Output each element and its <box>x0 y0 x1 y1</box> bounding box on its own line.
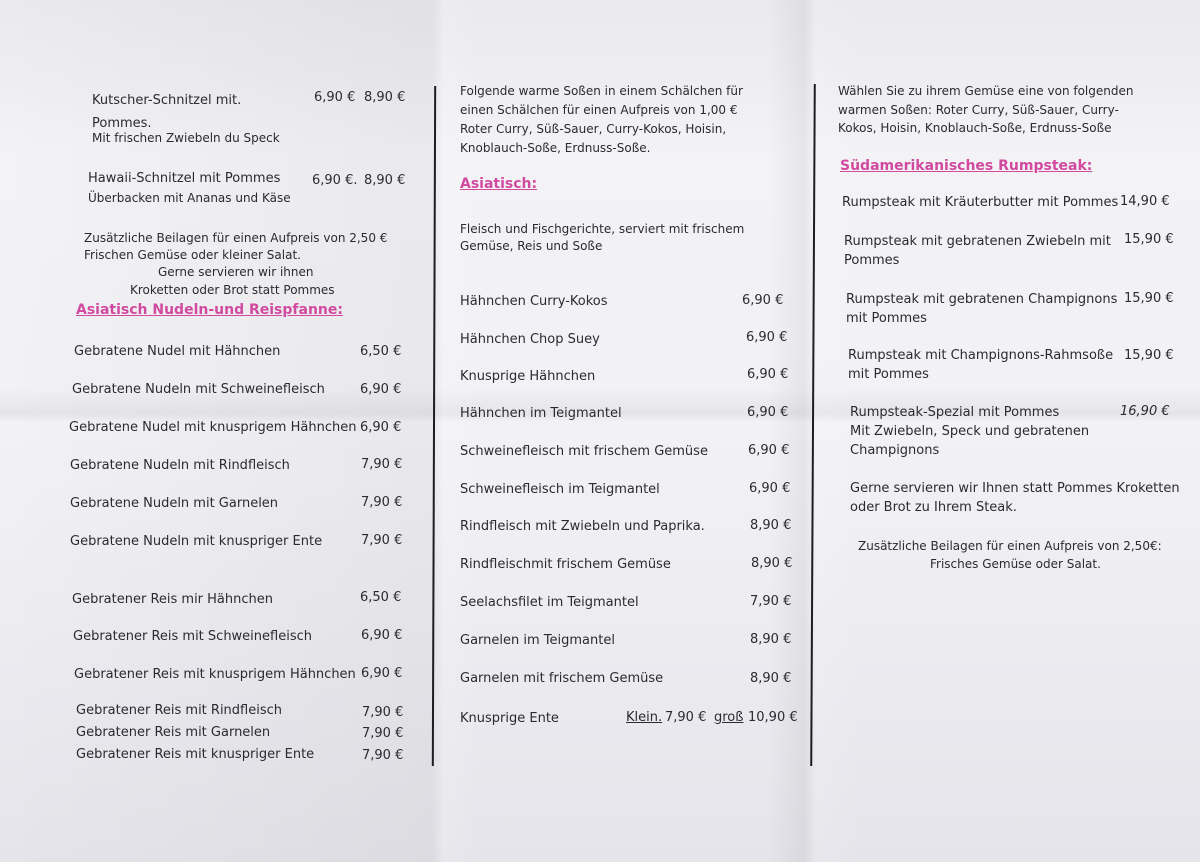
rice-item-2-price: 6,90 € <box>361 628 403 643</box>
steak-spezial-price: 16,90 € <box>1120 404 1170 419</box>
ente-big-label: groß <box>714 710 744 725</box>
asia-item-11-name: Garnelen mit frischem Gemüse <box>460 671 664 686</box>
asia-item-9-name: Seelachsfilet im Teigmantel <box>460 595 639 610</box>
steak-extras-line-2: Frisches Gemüse oder Salat. <box>930 557 1101 571</box>
noodle-item-2-price: 6,90 € <box>360 382 402 397</box>
asia-item-10-price: 8,90 € <box>750 632 792 647</box>
sauce-intro-line-2: einen Schälchen für einen Aufpreis von 1,00 € <box>460 103 738 117</box>
veg-sauce-line-2: warmen Soßen: Roter Curry, Süß-Sauer, Curry- <box>838 103 1119 117</box>
rice-item-5-price: 7,90 € <box>362 726 404 741</box>
sauce-intro-line-3: Roter Curry, Süß-Sauer, Curry-Kokos, Hoisin, <box>460 122 727 136</box>
rice-item-1-name: Gebratener Reis mir Hähnchen <box>72 592 274 607</box>
asia-item-9-price: 7,90 € <box>750 594 792 609</box>
steak-item-3-price: 15,90 € <box>1124 291 1174 306</box>
noodle-item-1-price: 6,50 € <box>360 344 402 359</box>
asia-item-2-price: 6,90 € <box>746 330 788 345</box>
ente-small-price: 7,90 € <box>665 710 707 725</box>
steak-item-2-price: 15,90 € <box>1124 232 1174 247</box>
noodle-item-3-name: Gebratene Nudel mit knusprigem Hähnchen <box>69 420 357 435</box>
rice-item-4-price: 7,90 € <box>362 705 404 720</box>
asiatisch-desc-line-2: Gemüse, Reis und Soße <box>460 239 603 253</box>
kutscher-schnitzel-name-2: Pommes. <box>92 116 152 131</box>
steak-item-3-name: Rumpsteak mit gebratenen Champignons <box>846 292 1118 307</box>
extras-note-line-2: Frischen Gemüse oder kleiner Salat. <box>84 248 301 262</box>
kutscher-price-large: 8,90 € <box>364 90 406 105</box>
rice-item-2-name: Gebratener Reis mit Schweinefleisch <box>73 629 312 644</box>
veg-sauce-line-1: Wählen Sie zu ihrem Gemüse eine von folgenden <box>838 84 1134 98</box>
noodle-item-1-name: Gebratene Nudel mit Hähnchen <box>74 344 281 359</box>
asia-item-3-price: 6,90 € <box>747 367 789 382</box>
noodle-item-4-name: Gebratene Nudeln mit Rindfleisch <box>70 458 290 473</box>
asia-item-11-price: 8,90 € <box>750 671 792 686</box>
steak-note-line-1: Gerne servieren wir Ihnen statt Pommes Kroketten <box>850 481 1180 496</box>
hawaii-price-large: 8,90 € <box>364 173 406 188</box>
asia-item-1-price: 6,90 € <box>742 293 784 308</box>
asiatisch-heading: Asiatisch: <box>460 176 538 192</box>
extras-note-line-4: Kroketten oder Brot statt Pommes <box>130 283 335 297</box>
ente-big-price: 10,90 € <box>748 710 798 725</box>
kutscher-schnitzel-desc: Mit frischen Zwiebeln du Speck <box>92 131 280 145</box>
asia-item-5-name: Schweinefleisch mit frischem Gemüse <box>460 444 708 459</box>
asia-item-6-name: Schweinefleisch im Teigmantel <box>460 482 660 497</box>
steak-spezial-line-3: Champignons <box>850 443 940 458</box>
steak-extras-line-1: Zusätzliche Beilagen für einen Aufpreis von 2,50€: <box>858 539 1162 553</box>
hawaii-schnitzel-name: Hawaii-Schnitzel mit Pommes <box>88 171 281 186</box>
rice-item-1-price: 6,50 € <box>360 590 402 605</box>
asia-item-8-name: Rindfleischmit frischem Gemüse <box>460 557 671 572</box>
rice-item-4-name: Gebratener Reis mit Rindfleisch <box>76 703 283 718</box>
noodle-item-2-name: Gebratene Nudeln mit Schweinefleisch <box>72 382 325 397</box>
noodle-item-3-price: 6,90 € <box>360 420 402 435</box>
steak-spezial-name: Rumpsteak-Spezial mit Pommes <box>850 405 1060 420</box>
asia-item-4-name: Hähnchen im Teigmantel <box>460 406 622 421</box>
rice-item-5-name: Gebratener Reis mit Garnelen <box>76 725 271 740</box>
asia-item-1-name: Hähnchen Curry-Kokos <box>460 294 608 309</box>
asia-item-4-price: 6,90 € <box>747 405 789 420</box>
sauce-intro-line-4: Knoblauch-Soße, Erdnuss-Soße. <box>460 141 651 155</box>
asia-item-3-name: Knusprige Hähnchen <box>460 369 596 384</box>
steak-item-4-price: 15,90 € <box>1124 348 1174 363</box>
asiatisch-desc-line-1: Fleisch und Fischgerichte, serviert mit frischem <box>460 222 745 236</box>
noodle-item-4-price: 7,90 € <box>361 457 403 472</box>
asia-item-7-price: 8,90 € <box>750 518 792 533</box>
ente-small-label: Klein. <box>626 710 663 725</box>
noodle-item-5-name: Gebratene Nudeln mit Garnelen <box>70 496 279 511</box>
extras-note-line-1: Zusätzliche Beilagen für einen Aufpreis von 2,50 € <box>84 231 388 245</box>
steak-item-2-name: Rumpsteak mit gebratenen Zwiebeln mit <box>844 234 1111 249</box>
hawaii-schnitzel-desc: Überbacken mit Ananas und Käse <box>88 191 291 205</box>
steak-spezial-line-2: Mit Zwiebeln, Speck und gebratenen <box>850 424 1090 439</box>
rice-item-3-name: Gebratener Reis mit knusprigem Hähnchen <box>74 667 356 682</box>
kutscher-price-small: 6,90 € <box>314 90 356 105</box>
rice-item-6-name: Gebratener Reis mit knuspriger Ente <box>76 747 315 762</box>
asia-item-2-name: Hähnchen Chop Suey <box>460 332 600 347</box>
noodle-rice-heading: Asiatisch Nudeln-und Reispfanne: <box>76 302 343 318</box>
steak-item-3-name-2: mit Pommes <box>846 311 927 326</box>
steak-item-4-name: Rumpsteak mit Champignons-Rahmsoße <box>848 348 1114 363</box>
hawaii-price-small: 6,90 €. <box>312 173 358 188</box>
steak-note-line-2: oder Brot zu Ihrem Steak. <box>850 500 1017 515</box>
steak-item-2-name-2: Pommes <box>844 253 900 268</box>
steak-item-4-name-2: mit Pommes <box>848 367 929 382</box>
knusprige-ente-name: Knusprige Ente <box>460 711 559 726</box>
noodle-item-6-price: 7,90 € <box>361 533 403 548</box>
noodle-item-5-price: 7,90 € <box>361 495 403 510</box>
column-divider-right <box>810 84 815 766</box>
steak-item-1-price: 14,90 € <box>1120 194 1170 209</box>
veg-sauce-line-3: Kokos, Hoisin, Knoblauch-Soße, Erdnuss-Soße <box>838 121 1112 135</box>
rumpsteak-heading: Südamerikanisches Rumpsteak: <box>840 158 1093 174</box>
extras-note-line-3: Gerne servieren wir ihnen <box>158 265 314 279</box>
rice-item-6-price: 7,90 € <box>362 748 404 763</box>
asia-item-8-price: 8,90 € <box>751 556 793 571</box>
steak-item-1-name: Rumpsteak mit Kräuterbutter mit Pommes <box>842 195 1119 210</box>
asia-item-7-name: Rindfleisch mit Zwiebeln und Paprika. <box>460 519 705 534</box>
kutscher-schnitzel-name: Kutscher-Schnitzel mit. <box>92 93 242 108</box>
asia-item-10-name: Garnelen im Teigmantel <box>460 633 615 648</box>
sauce-intro-line-1: Folgende warme Soßen in einem Schälchen für <box>460 84 743 98</box>
column-divider-left <box>432 86 436 766</box>
noodle-item-6-name: Gebratene Nudeln mit knuspriger Ente <box>70 534 323 549</box>
rice-item-3-price: 6,90 € <box>361 666 403 681</box>
asia-item-6-price: 6,90 € <box>749 481 791 496</box>
asia-item-5-price: 6,90 € <box>748 443 790 458</box>
